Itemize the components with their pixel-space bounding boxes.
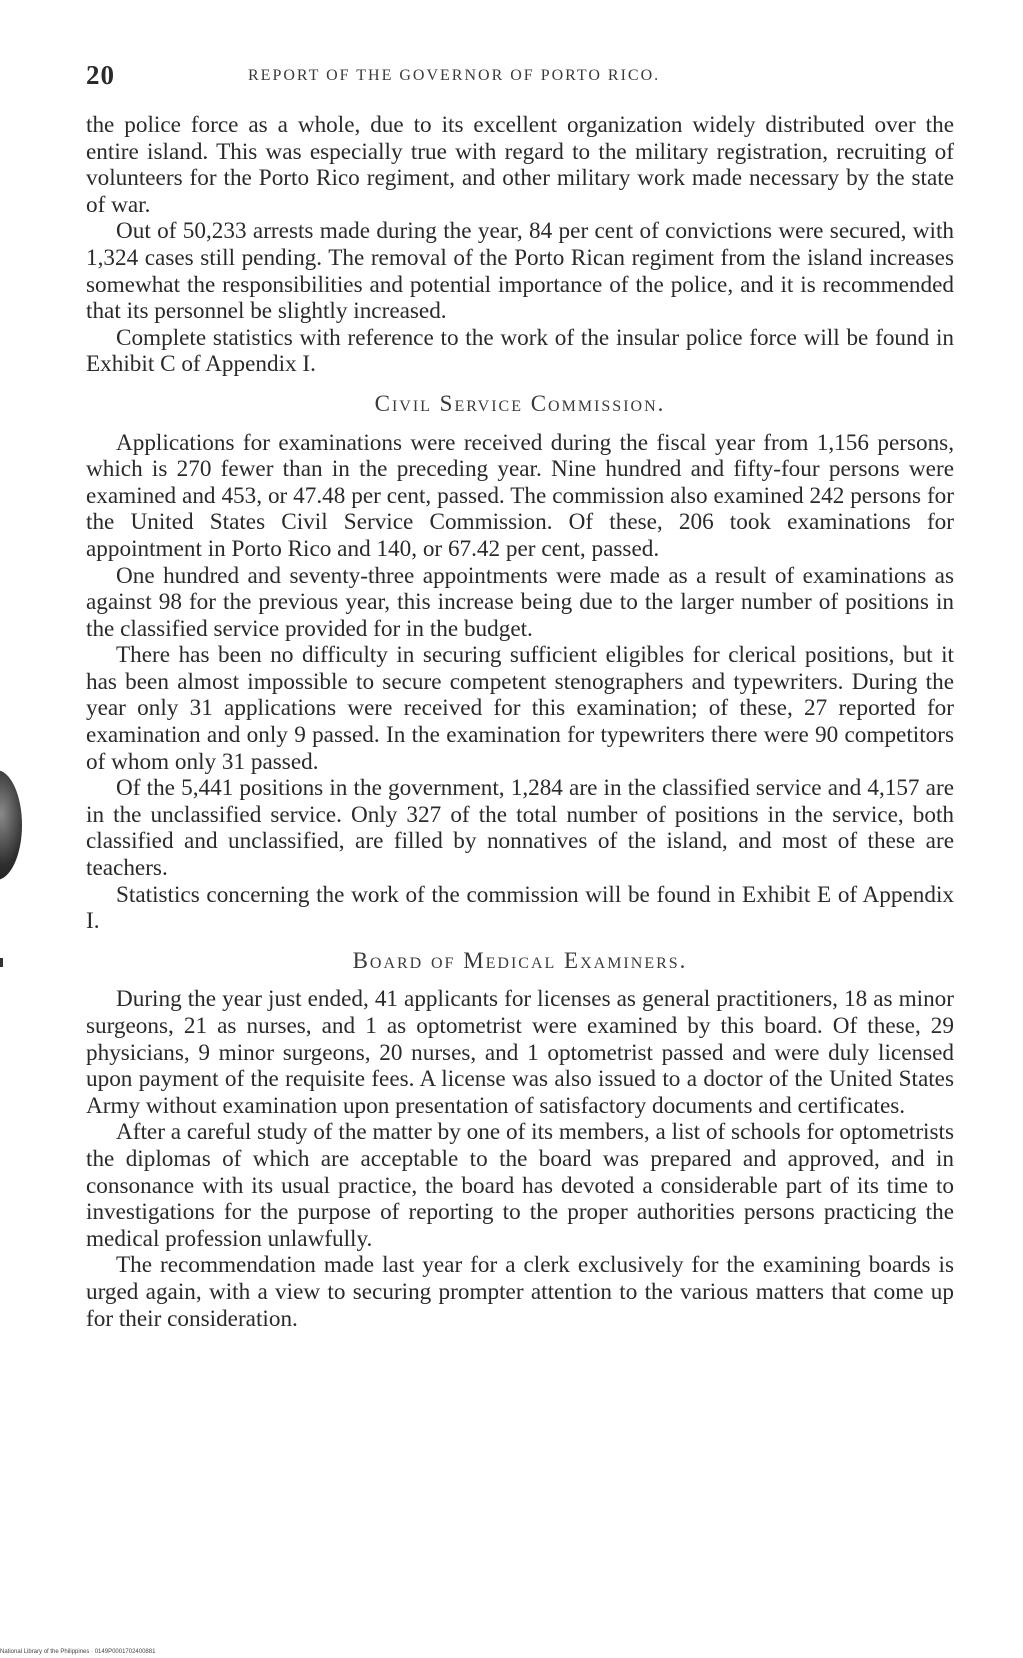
paragraph-licenses: During the year just ended, 41 applicants for licenses as general practitioners, 18 as minor surgeons, 21 as nurses, and 1 as optometrist were examined by this board. Of these, 29 physicians, 9 minor surgeons, 20 nurses, and 1 optometrist passed and were duly licensed upon payment of the requisite fees. A license was also issued to a doctor of the United States Army without examination upon presentation of satisfactory documents and certificates. (86, 986, 954, 1119)
paragraph-stenographers: There has been no difficulty in securing sufficient eligibles for clerical positions, but it has been almost impossible to secure competent stenographers and typewriters. During the year only 31 applications were received for this examination; of these, 27 reported for examination and only 9 passed. In the examination for typewriters there were 90 competitors of whom only 31 passed. (86, 642, 954, 775)
paragraph-police-statistics: Complete statistics with reference to the work of the insular police force will be found in Exhibit C of Appendix I. (86, 324, 954, 378)
paragraph-commission-statistics: Statistics concerning the work of the commission will be found in Exhibit E of Appendix I. (86, 881, 954, 935)
paragraph-clerk-recommendation: The recommendation made last year for a clerk exclusively for the examining boards is urged again, with a view to securing prompter attention to the various matters that come up for their consideration. (86, 1252, 954, 1332)
scan-thumb-shadow (0, 770, 22, 880)
page-number: 20 (86, 60, 115, 90)
scan-edge-mark (0, 958, 3, 967)
paragraph-arrests: Out of 50,233 arrests made during the year, 84 per cent of convictions were secured, with 1,324 cases still pending. The removal of the Porto Rican regiment from the island increases somewhat the responsibilities and potential importance of the police, and it is recommended that its personnel be slightly increased. (86, 218, 954, 325)
heading-board-of-medical-examiners: Board of Medical Examiners. (352, 947, 688, 973)
scan-footer-note: National Library of the Philippines · 0149P0001702400881 (0, 1649, 156, 1655)
heading-civil-service-commission: Civil Service Commission. (374, 390, 666, 416)
paragraph-positions: Of the 5,441 positions in the government, 1,284 are in the classified service and 4,157 are in the unclassified service. Only 327 of the total number of positions in the service, both classified and unclassified, are filled by nonnatives of the island, and most of these are teachers. (86, 775, 954, 882)
paragraph-police-continued: the police force as a whole, due to its excellent organization widely distributed over the entire island. This was especially true with regard to the military registration, recruiting of volunteers for the Porto Rico regiment, and other military work made necessary by the state of war. (86, 112, 954, 218)
paragraph-applications: Applications for examinations were received during the fiscal year from 1,156 persons, which is 270 fewer than in the preceding year. Nine hundred and fifty-four persons were examined and 453, or 47.48 per cent, passed. The commission also examined 242 persons for the United States Civil Service Commission. Of these, 206 took examinations for appointment in Porto Rico and 140, or 67.42 per cent, passed. (86, 429, 954, 562)
body-text (86, 112, 954, 1332)
running-head (86, 60, 954, 92)
paragraph-optometrists: After a careful study of the matter by one of its members, a list of schools for optometrists the diplomas of which are acceptable to the board was prepared and approved, and in consonance with its usual practice, the board has devoted a considerable part of its time to investigations for the purpose of reporting to the proper authorities persons practicing the medical profession unlawfully. (86, 1119, 954, 1252)
running-title: REPORT OF THE GOVERNOR OF PORTO RICO. (248, 67, 661, 84)
paragraph-appointments: One hundred and seventy-three appointments were made as a result of examinations as against 98 for the previous year, this increase being due to the larger number of positions in the classified service provided for in the budget. (86, 562, 954, 642)
